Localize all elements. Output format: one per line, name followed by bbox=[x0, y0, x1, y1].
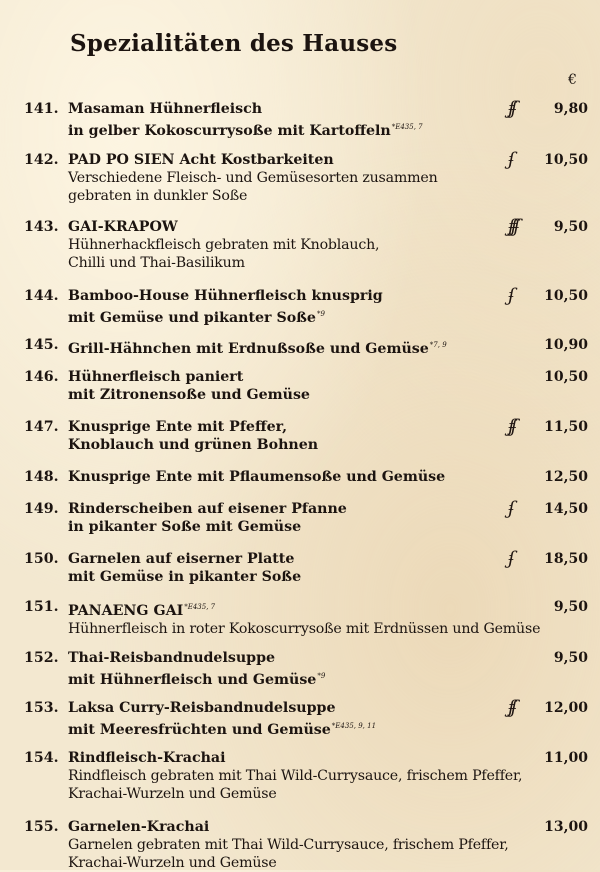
chili-spiciness-icon: ʄ bbox=[508, 149, 511, 170]
item-name-line bbox=[68, 818, 508, 836]
item-number: 152. bbox=[24, 650, 59, 666]
item-number: 144. bbox=[24, 288, 59, 304]
item-description-line bbox=[68, 767, 523, 785]
item-line-text: Knusprige Ente mit Pfeffer, bbox=[68, 419, 288, 435]
item-line-text: in pikanter Soße mit Gemüse bbox=[68, 519, 302, 535]
item-line-text: GAI-KRAPOW bbox=[68, 219, 178, 235]
item-line-text: PANAENG GAI bbox=[68, 603, 184, 619]
chili-spiciness-icon: ʄʄ bbox=[508, 98, 514, 119]
item-line-text: Chilli und Thai-Basilikum bbox=[68, 255, 245, 271]
item-text bbox=[68, 500, 508, 536]
item-description-line bbox=[68, 620, 541, 638]
chili-spiciness-icon: ʄʄ bbox=[508, 697, 514, 718]
menu-title: Spezialitäten des Hauses bbox=[70, 30, 398, 57]
item-number: 142. bbox=[24, 152, 59, 168]
item-name-line bbox=[68, 118, 508, 140]
item-text bbox=[68, 468, 508, 486]
item-price: 10,50 bbox=[544, 152, 588, 168]
item-line-text: Grill-Hähnchen mit Erdnußsoße und Gemüse bbox=[68, 341, 429, 357]
item-name-line bbox=[68, 568, 508, 586]
item-line-text: Krachai-Wurzeln und Gemüse bbox=[68, 786, 277, 802]
item-line-text: Garnelen auf eiserner Platte bbox=[68, 551, 295, 567]
item-name-line bbox=[68, 717, 508, 739]
item-line-text: Rindfleisch gebraten mit Thai Wild-Currysauce, frischem Pfeffer, bbox=[68, 768, 523, 784]
item-line-text: Masaman Hühnerfleisch bbox=[68, 101, 263, 117]
chili-spiciness-icon: ʄ bbox=[508, 285, 511, 306]
item-price: 9,80 bbox=[553, 101, 588, 117]
item-name-line bbox=[68, 649, 508, 667]
item-description-line bbox=[68, 836, 508, 854]
item-text bbox=[68, 336, 508, 358]
item-description-line bbox=[68, 187, 508, 205]
item-price: 10,50 bbox=[544, 288, 588, 304]
item-line-text: Krachai-Wurzeln und Gemüse bbox=[68, 855, 277, 871]
item-line-text: Laksa Curry-Reisbandnudelsuppe bbox=[68, 700, 336, 716]
item-name-line bbox=[68, 336, 508, 358]
item-description-line bbox=[68, 254, 508, 272]
item-text bbox=[68, 151, 508, 205]
item-text bbox=[68, 287, 508, 327]
item-description-line bbox=[68, 169, 508, 187]
additive-note: *E435, 7 bbox=[391, 123, 423, 131]
item-price: 12,50 bbox=[544, 469, 588, 485]
item-name-line bbox=[68, 518, 508, 536]
item-number: 145. bbox=[24, 337, 59, 353]
item-price: 9,50 bbox=[553, 599, 588, 615]
item-price: 18,50 bbox=[544, 551, 588, 567]
item-line-text: Rindfleisch-Krachai bbox=[68, 750, 226, 766]
item-text bbox=[68, 598, 541, 638]
item-text bbox=[68, 649, 508, 689]
item-line-text: Garnelen gebraten mit Thai Wild-Currysauce, frischem Pfeffer, bbox=[68, 837, 509, 853]
item-name-line bbox=[68, 667, 508, 689]
item-price: 13,00 bbox=[544, 819, 588, 835]
item-name-line bbox=[68, 436, 508, 454]
chili-spiciness-icon: ʄʄ bbox=[508, 416, 514, 437]
item-price: 11,00 bbox=[544, 750, 588, 766]
item-price: 11,50 bbox=[544, 419, 588, 435]
item-line-text: mit Hühnerfleisch und Gemüse bbox=[68, 672, 317, 688]
additive-note: *7, 9 bbox=[429, 341, 447, 349]
item-text bbox=[68, 418, 508, 454]
item-line-text: in gelber Kokoscurrysoße mit Kartoffeln bbox=[68, 123, 391, 139]
item-name-line bbox=[68, 100, 508, 118]
item-text bbox=[68, 818, 508, 872]
item-number: 155. bbox=[24, 819, 59, 835]
item-name-line bbox=[68, 305, 508, 327]
item-number: 151. bbox=[24, 599, 59, 615]
item-line-text: Hühnerhackfleisch gebraten mit Knoblauch, bbox=[68, 237, 380, 253]
item-name-line bbox=[68, 598, 508, 620]
item-name-line bbox=[68, 418, 508, 436]
item-line-text: Verschiedene Fleisch- und Gemüsesorten zusammen bbox=[68, 170, 438, 186]
chili-spiciness-icon: ʄ bbox=[508, 498, 511, 519]
item-name-line bbox=[68, 749, 508, 767]
item-line-text: mit Gemüse und pikanter Soße bbox=[68, 310, 316, 326]
item-number: 154. bbox=[24, 750, 59, 766]
item-name-line bbox=[68, 386, 508, 404]
item-name-line bbox=[68, 151, 508, 169]
item-text bbox=[68, 100, 508, 140]
item-name-line bbox=[68, 218, 508, 236]
item-name-line bbox=[68, 368, 508, 386]
item-number: 143. bbox=[24, 219, 59, 235]
additive-note: *E435, 9, 11 bbox=[331, 722, 377, 730]
item-price: 9,50 bbox=[553, 219, 588, 235]
item-line-text: gebraten in dunkler Soße bbox=[68, 188, 248, 204]
item-line-text: mit Zitronensoße und Gemüse bbox=[68, 387, 310, 403]
item-line-text: Thai-Reisbandnudelsuppe bbox=[68, 650, 276, 666]
additive-note: *9 bbox=[316, 310, 325, 318]
item-name-line bbox=[68, 500, 508, 518]
item-line-text: mit Gemüse in pikanter Soße bbox=[68, 569, 302, 585]
item-line-text: Rinderscheiben auf eisener Pfanne bbox=[68, 501, 347, 517]
item-text bbox=[68, 368, 508, 404]
item-name-line bbox=[68, 468, 508, 486]
item-line-text: Knusprige Ente mit Pflaumensoße und Gemüse bbox=[68, 469, 446, 485]
item-price: 10,50 bbox=[544, 369, 588, 385]
item-text bbox=[68, 550, 508, 586]
item-number: 153. bbox=[24, 700, 59, 716]
item-line-text: Knoblauch und grünen Bohnen bbox=[68, 437, 319, 453]
item-line-text: Hühnerfleisch in roter Kokoscurrysoße mit Erdnüssen und Gemüse bbox=[68, 621, 541, 637]
item-number: 141. bbox=[24, 101, 59, 117]
item-description-line bbox=[68, 236, 508, 254]
chili-spiciness-icon: ʄ bbox=[508, 548, 511, 569]
currency-label: € bbox=[568, 72, 577, 88]
item-number: 148. bbox=[24, 469, 59, 485]
item-price: 14,50 bbox=[544, 501, 588, 517]
item-price: 10,90 bbox=[544, 337, 588, 353]
additive-note: *9 bbox=[317, 672, 326, 680]
item-name-line bbox=[68, 699, 508, 717]
item-price: 9,50 bbox=[553, 650, 588, 666]
item-description-line bbox=[68, 854, 508, 872]
item-number: 147. bbox=[24, 419, 59, 435]
item-text bbox=[68, 699, 508, 739]
item-name-line bbox=[68, 550, 508, 568]
item-description-line bbox=[68, 785, 508, 803]
item-line-text: mit Meeresfrüchten und Gemüse bbox=[68, 722, 331, 738]
additive-note: *E435, 7 bbox=[184, 603, 216, 611]
item-line-text: PAD PO SIEN Acht Kostbarkeiten bbox=[68, 152, 334, 168]
item-number: 146. bbox=[24, 369, 59, 385]
item-price: 12,00 bbox=[544, 700, 588, 716]
item-name-line bbox=[68, 287, 508, 305]
item-number: 150. bbox=[24, 551, 59, 567]
item-text bbox=[68, 749, 523, 803]
item-number: 149. bbox=[24, 501, 59, 517]
item-line-text: Bamboo-House Hühnerfleisch knusprig bbox=[68, 288, 383, 304]
item-text bbox=[68, 218, 508, 272]
chili-spiciness-icon: ʄʄʄ bbox=[508, 216, 516, 237]
item-line-text: Garnelen-Krachai bbox=[68, 819, 210, 835]
item-line-text: Hühnerfleisch paniert bbox=[68, 369, 244, 385]
